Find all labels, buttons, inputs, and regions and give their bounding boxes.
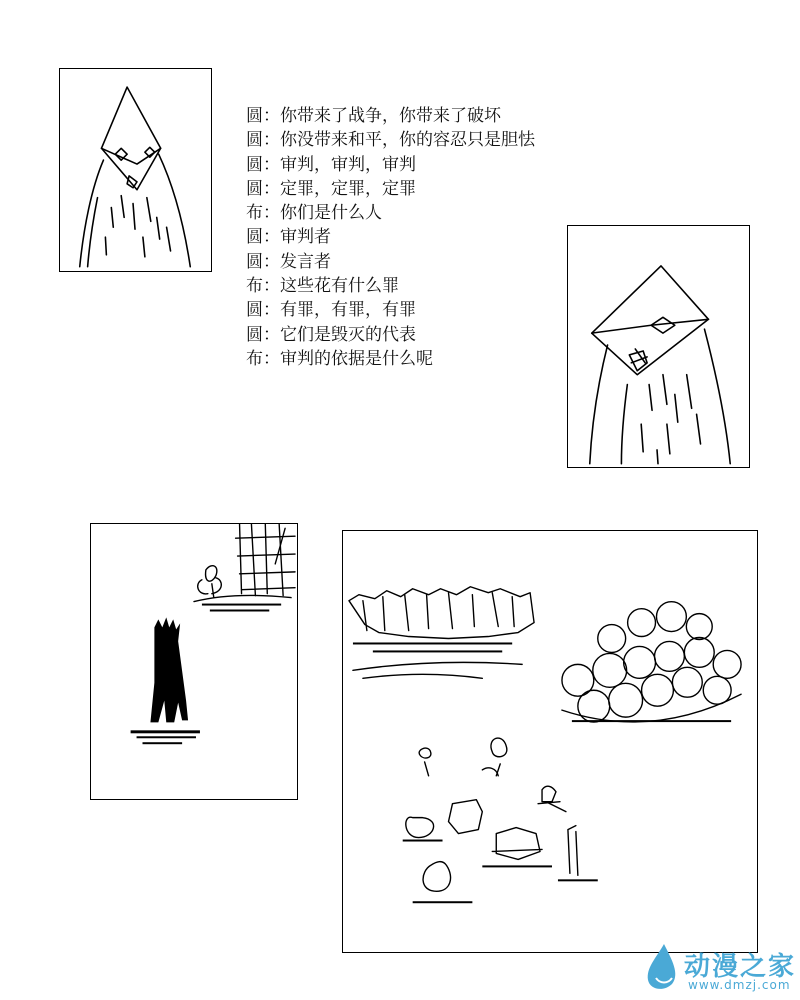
- dialogue-line: 圆：你带来了战争，你带来了破坏: [246, 106, 501, 126]
- dialogue-line: 圆：审判，审判，审判: [246, 154, 416, 175]
- dialogue-line: 圆：发言者: [246, 251, 331, 272]
- panel-hooded-figure-right: [567, 225, 750, 468]
- dark-figure-drawing: [91, 524, 297, 799]
- panel-rubble-scene: [342, 530, 758, 953]
- watermark-logo: [640, 938, 800, 998]
- water-drop-icon: [642, 942, 682, 992]
- watermark-brand: 动漫之家: [684, 952, 797, 982]
- dialogue-line: 圆：审判者: [246, 227, 331, 248]
- dialogue-line: 布：你们是什么人: [246, 203, 382, 224]
- dialogue-line: 圆：有罪，有罪，有罪: [246, 300, 416, 321]
- watermark-url: www.dmzj.com: [688, 978, 791, 992]
- panel-hooded-figure-left: [59, 68, 212, 272]
- panel-dark-figure: [90, 523, 298, 800]
- dialogue-line: 布：审判的依据是什么呢: [246, 348, 433, 369]
- rubble-scene-drawing: [343, 531, 757, 952]
- dialogue-line: 圆：它们是毁灭的代表: [246, 324, 416, 345]
- dialogue-line: 圆：你没带来和平，你的容忍只是胆怯: [246, 130, 535, 151]
- hooded-figure-drawing: [568, 226, 749, 467]
- dialogue-block: [246, 104, 566, 371]
- dialogue-line: 圆：定罪，定罪，定罪: [246, 178, 416, 199]
- hooded-figure-drawing: [60, 69, 211, 271]
- dialogue-line: 布：这些花有什么罪: [246, 276, 399, 297]
